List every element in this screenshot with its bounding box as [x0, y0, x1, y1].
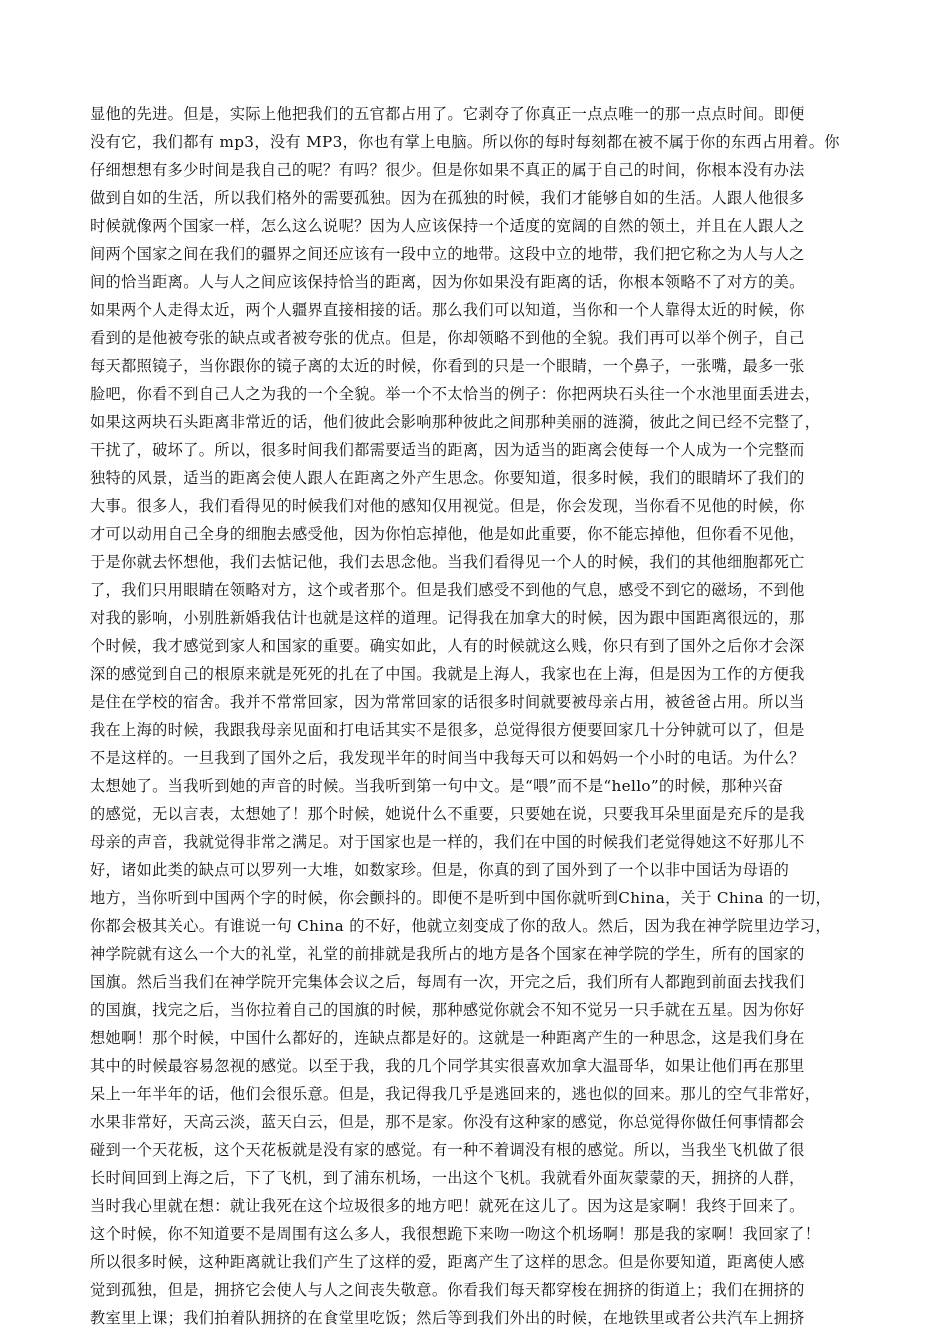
text-line: 大事。很多人，我们看得见的时候我们对他的感知仅用视觉。但是，你会发现，当你看不见他的时候，你 — [90, 497, 805, 515]
text-line: 深的感觉到自己的根原来就是死死的扎在了中国。我就是上海人，我家也在上海，但是因为工作的方便我 — [90, 665, 805, 683]
text-line: 的感觉，无以言表，太想她了！那个时候，她说什么不重要，只要她在说，只要我耳朵里面是充斥的是我 — [90, 805, 805, 823]
body-text — [90, 100, 865, 1332]
text-line: 当时我心里就在想：就让我死在这个垃圾很多的地方吧！就死在这儿了。因为这是家啊！我终于回来了。 — [90, 1197, 805, 1215]
text-line: 间两个国家之间在我们的疆界之间还应该有一段中立的地带。这段中立的地带，我们把它称之为人与人之 — [90, 245, 805, 263]
text-line: 独特的风景，适当的距离会使人跟人在距离之外产生思念。你要知道，很多时候，我们的眼睛坏了我们的 — [90, 469, 805, 487]
text-line: 没有它，我们都有 mp3，没有 MP3，你也有掌上电脑。所以你的每时每刻都在被不属于你的东西占用着。你 — [90, 133, 840, 151]
text-line: 的国旗，找完之后，当你拉着自己的国旗的时候，那种感觉你就会不知不觉另一只手就在五星。因为你好 — [90, 1001, 805, 1019]
text-line: 我在上海的时候，我跟我母亲见面和打电话其实不是很多，总觉得很方便要回家几十分钟就可以了，但是 — [90, 721, 805, 739]
text-line: 个时候，我才感觉到家人和国家的重要。确实如此，人有的时候就这么贱，你只有到了国外之后你才会深 — [90, 637, 805, 655]
text-line: 对我的影响，小别胜新婚我估计也就是这样的道理。记得我在加拿大的时候，因为跟中国距离很远的，那 — [90, 609, 805, 627]
text-line: 太想她了。当我听到她的声音的时候。当我听到第一句中文。是“喂”而不是“hello”的时候，那种兴奋 — [90, 777, 784, 795]
text-line: 时候就像两个国家一样，怎么这么说呢？因为人应该保持一个适度的宽阔的自然的领土，并且在人跟人之 — [90, 217, 805, 235]
text-line: 干扰了，破坏了。所以，很多时间我们都需要适当的距离，因为适当的距离会使每一个人成为一个完整而 — [90, 441, 805, 459]
text-line: 才可以动用自己全身的细胞去感受他，因为你怕忘掉他，他是如此重要，你不能忘掉他，但你看不见他， — [90, 525, 805, 543]
text-line: 母亲的声音，我就觉得非常之满足。对于国家也是一样的，我们在中国的时候我们老觉得她这不好那儿不 — [90, 833, 805, 851]
text-line: 如果两个人走得太近，两个人疆界直接相接的话。那么我们可以知道，当你和一个人靠得太近的时候，你 — [90, 301, 805, 319]
text-line: 做到自如的生活，所以我们格外的需要孤独。因为在孤独的时候，我们才能够自如的生活。人跟人他很多 — [90, 189, 805, 207]
text-line: 碰到一个天花板，这个天花板就是没有家的感觉。有一种不着调没有根的感觉。所以，当我坐飞机做了很 — [90, 1141, 805, 1159]
text-line: 了，我们只用眼睛在领略对方，这个或者那个。但是我们感受不到他的气息，感受不到它的磁场，不到他 — [90, 581, 805, 599]
text-line: 教室里上课；我们拍着队拥挤的在食堂里吃饭；然后等到我们外出的时候，在地铁里或者公共汽车上拥挤 — [90, 1309, 805, 1327]
text-line: 仔细想想有多少时间是我自己的呢？有吗？很少。但是你如果不真正的属于自己的时间，你根本没有办法 — [90, 161, 805, 179]
text-line: 显他的先进。但是，实际上他把我们的五官都占用了。它剥夺了你真正一点点唯一的那一点点时间。即便 — [90, 105, 805, 123]
text-line: 如果这两块石头距离非常近的话，他们彼此会影响那种彼此之间那种美丽的涟漪，彼此之间已经不完整了， — [90, 413, 821, 431]
text-line: 水果非常好，天高云淡，蓝天白云，但是，那不是家。你没有这种家的感觉，你总觉得你做任何事情都会 — [90, 1113, 805, 1131]
text-line: 觉到孤独，但是，拥挤它会使人与人之间丧失敬意。你看我们每天都穿梭在拥挤的街道上；我们在拥挤的 — [90, 1281, 805, 1299]
text-line: 是住在学校的宿舍。我并不常常回家，因为常常回家的话很多时间就要被母亲占用，被爸爸占用。所以当 — [90, 693, 805, 711]
text-line: 间的恰当距离。人与人之间应该保持恰当的距离，因为你如果没有距离的话，你根本领略不了对方的美。 — [90, 273, 805, 291]
text-line: 这个时候，你不知道要不是周围有这么多人，我很想跪下来吻一吻这个机场啊！那是我的家啊！我回家了！ — [90, 1225, 821, 1243]
text-line: 呆上一年半年的话，他们会很乐意。但是，我记得我几乎是逃回来的，逃也似的回来。那儿的空气非常好， — [90, 1085, 821, 1103]
text-line: 想她啊！那个时候，中国什么都好的，连缺点都是好的。这就是一种距离产生的一种思念，这是我们身在 — [90, 1029, 805, 1047]
text-line: 地方，当你听到中国两个字的时候，你会颤抖的。即便不是听到中国你就听到China，关于 China 的一切， — [90, 889, 832, 907]
text-line: 每天都照镜子，当你跟你的镜子离的太近的时候，你看到的只是一个眼睛，一个鼻子，一张嘴，最多一张 — [90, 357, 805, 375]
text-line: 于是你就去怀想他，我们去惦记他，我们去思念他。当我们看得见一个人的时候，我们的其他细胞都死亡 — [90, 553, 805, 571]
text-line: 脸吧，你看不到自己人之为我的一个全貌。举一个不太恰当的例子：你把两块石头往一个水池里面丢进去， — [90, 385, 821, 403]
text-line: 神学院就有这么一个大的礼堂，礼堂的前排就是我所占的地方是各个国家在神学院的学生，所有的国家的 — [90, 945, 805, 963]
text-line: 国旗。然后当我们在神学院开完集体会议之后，每周有一次，开完之后，我们所有人都跑到前面去找我们 — [90, 973, 805, 991]
text-line: 其中的时候最容易忽视的感觉。以至于我，我的几个同学其实很喜欢加拿大温哥华，如果让他们再在那里 — [90, 1057, 805, 1075]
text-line: 好，诸如此类的缺点可以罗列一大堆，如数家珍。但是，你真的到了国外到了一个以非中国话为母语的 — [90, 861, 790, 879]
text-line: 你都会极其关心。有谁说一句 China 的不好，他就立刻变成了你的敌人。然后，因为我在神学院里边学习， — [90, 917, 831, 935]
text-line: 不是这样的。一旦我到了国外之后，我发现半年的时间当中我每天可以和妈妈一个小时的电话。为什么？ — [90, 749, 805, 767]
text-line: 看到的是他被夸张的缺点或者被夸张的优点。但是，你却领略不到他的全貌。我们再可以举个例子，自己 — [90, 329, 805, 347]
text-line: 长时间回到上海之后，下了飞机，到了浦东机场，一出这个飞机。我就看外面灰蒙蒙的天，拥挤的人群， — [90, 1169, 805, 1187]
text-line: 所以很多时候，这种距离就让我们产生了这样的爱，距离产生了这样的思念。但是你要知道，距离使人感 — [90, 1253, 805, 1271]
